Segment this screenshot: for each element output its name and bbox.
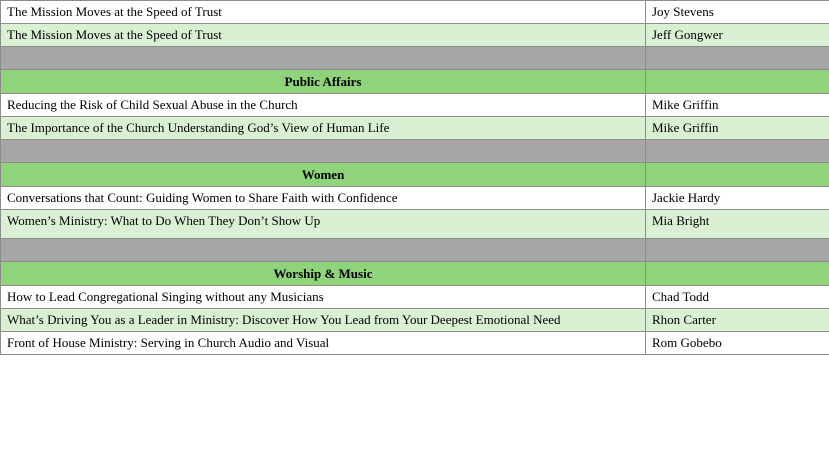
session-speaker: Joy Stevens <box>646 1 829 24</box>
session-title: The Importance of the Church Understanding God’s View of Human Life <box>1 117 646 140</box>
session-speaker: Rhon Carter <box>646 309 829 332</box>
section-heading-women: Women <box>1 163 646 187</box>
session-title: Conversations that Count: Guiding Women to Share Faith with Confidence <box>1 187 646 210</box>
session-speaker: Mike Griffin <box>646 117 829 140</box>
section-heading-worship-music: Worship & Music <box>1 262 646 286</box>
section-heading-blank <box>646 262 829 286</box>
session-title: What’s Driving You as a Leader in Ministry: Discover How You Lead from Your Deepest Emotional Need <box>1 309 646 332</box>
table-row <box>1 332 829 355</box>
session-speaker: Jeff Gongwer <box>646 24 829 47</box>
table-row <box>1 94 829 117</box>
session-speaker: Mike Griffin <box>646 94 829 117</box>
session-speaker: Rom Gobebo <box>646 332 829 355</box>
table-row <box>1 187 829 210</box>
session-title: Reducing the Risk of Child Sexual Abuse in the Church <box>1 94 646 117</box>
session-title: Front of House Ministry: Serving in Church Audio and Visual <box>1 332 646 355</box>
section-heading-row <box>1 163 829 187</box>
separator-cell <box>646 239 829 262</box>
table-row <box>1 1 829 24</box>
separator-cell <box>1 239 646 262</box>
section-heading-row <box>1 70 829 94</box>
session-title: The Mission Moves at the Speed of Trust <box>1 1 646 24</box>
section-heading-public-affairs: Public Affairs <box>1 70 646 94</box>
separator-cell <box>646 47 829 70</box>
section-heading-blank <box>646 70 829 94</box>
session-speaker: Jackie Hardy <box>646 187 829 210</box>
table-row <box>1 117 829 140</box>
table-row <box>1 210 829 239</box>
table-row <box>1 309 829 332</box>
separator-cell <box>646 140 829 163</box>
session-title: Women’s Ministry: What to Do When They Don’t Show Up <box>1 210 646 239</box>
separator-row <box>1 239 829 262</box>
separator-row <box>1 140 829 163</box>
separator-cell <box>1 47 646 70</box>
table-row <box>1 286 829 309</box>
session-title: How to Lead Congregational Singing without any Musicians <box>1 286 646 309</box>
session-speaker: Chad Todd <box>646 286 829 309</box>
section-heading-row <box>1 262 829 286</box>
session-title: The Mission Moves at the Speed of Trust <box>1 24 646 47</box>
table-row <box>1 24 829 47</box>
session-speaker: Mia Bright <box>646 210 829 239</box>
section-heading-blank <box>646 163 829 187</box>
separator-row <box>1 47 829 70</box>
separator-cell <box>1 140 646 163</box>
